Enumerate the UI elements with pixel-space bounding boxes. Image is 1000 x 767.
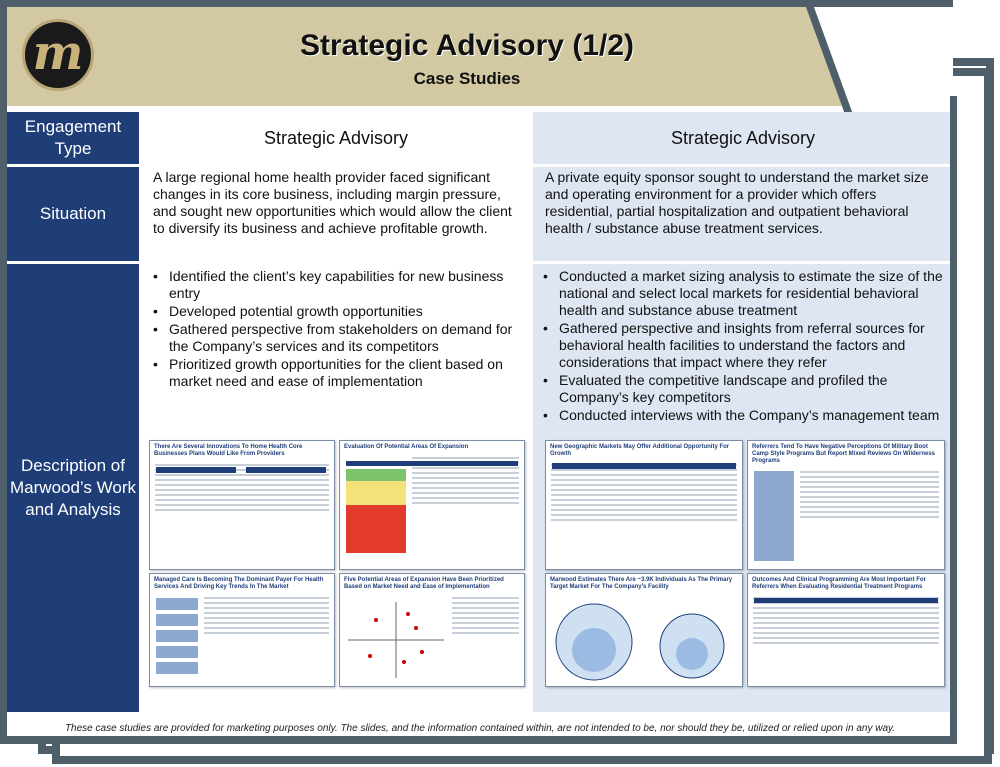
case-a-slide-thumbnail[interactable]: Managed Care Is Becoming The Dominant Payer For Health Services And Driving Key Trends In The Market (149, 573, 335, 687)
marwood-logo: m (22, 19, 94, 91)
list-item: • Identified the client’s key capabilities for new business entry (169, 268, 519, 302)
row-label-situation: Situation (7, 167, 139, 261)
case-b-slide-thumbnail[interactable]: Marwood Estimates There Are ~3.9K Individuals As The Primary Target Market For The Company’s Facility (545, 573, 743, 687)
case-b-slide-thumbnail[interactable]: Outcomes And Clinical Programming Are Most Important For Referrers When Evaluating Residential Treatment Programs (747, 573, 945, 687)
case-b-slide-thumbnail[interactable]: New Geographic Markets May Offer Additional Opportunity For Growth (545, 440, 743, 570)
frame-edge (950, 96, 957, 741)
list-item: • Gathered perspective and insights from referral sources for behavioral health facilities to understand the factors and considerations that impact where they refer (559, 320, 943, 371)
disclaimer-footer: These case studies are provided for marketing purposes only. The slides, and the information contained within, are not intended to be, nor should they be, utilized or relied upon in any way. (64, 723, 896, 734)
case-a-situation: A large regional home health provider faced significant changes in its core business, including margin pressure, and sought new opportunities which would allow the client to diversify its business and achieve profitable growth. (143, 167, 529, 261)
case-b-bullet-list (533, 268, 953, 424)
list-item: • Conducted a market sizing analysis to estimate the size of the national and select local markets for residential behavioral health and substance abuse treatment (559, 268, 943, 319)
row-label-description: Description of Marwood’s Work and Analysis (7, 264, 139, 712)
bubble-chart-icon (552, 598, 736, 682)
list-item: • Prioritized growth opportunities for the client based on market need and ease of implementation (169, 356, 519, 390)
list-item: • Conducted interviews with the Company’s management team (559, 407, 943, 424)
slide-subtitle: Case Studies (413, 69, 521, 88)
list-item: • Gathered perspective from stakeholders on demand for the Company’s services and its competitors (169, 321, 519, 355)
case-b-engagement: Strategic Advisory (533, 112, 953, 164)
list-item: • Developed potential growth opportunities (169, 303, 519, 320)
frame-edge (0, 736, 957, 744)
case-a-engagement: Strategic Advisory (143, 112, 529, 164)
case-a-slide-thumbnail[interactable]: Evaluation Of Potential Areas Of Expansion (339, 440, 525, 570)
row-label-engagement-type: Engagement Type (7, 112, 139, 164)
case-a-slide-thumbnail[interactable]: There Are Several Innovations To Home Health Core Businesses Plans Would Like From Providers (149, 440, 335, 570)
list-item: • Evaluated the competitive landscape and profiled the Company’s key competitors (559, 372, 943, 406)
slide-title: Strategic Advisory (1/2) (300, 29, 634, 62)
case-b-slide-thumbnail[interactable]: Referrers Tend To Have Negative Perceptions Of Military Boot Camp Style Programs But Report Mixed Reviews On Wilderness Programs (747, 440, 945, 570)
case-a-slide-thumbnail[interactable]: Five Potential Areas of Expansion Have Been Prioritized Based on Market Need and Ease of Implementation (339, 573, 525, 687)
scatter-matrix-icon (346, 600, 446, 680)
case-b-situation: A private equity sponsor sought to understand the market size and operating environment for a provider which offers residential, partial hospitalization and outpatient behavioral health / substance abuse treatment services. (533, 167, 953, 261)
case-a-bullet-list (143, 268, 529, 390)
